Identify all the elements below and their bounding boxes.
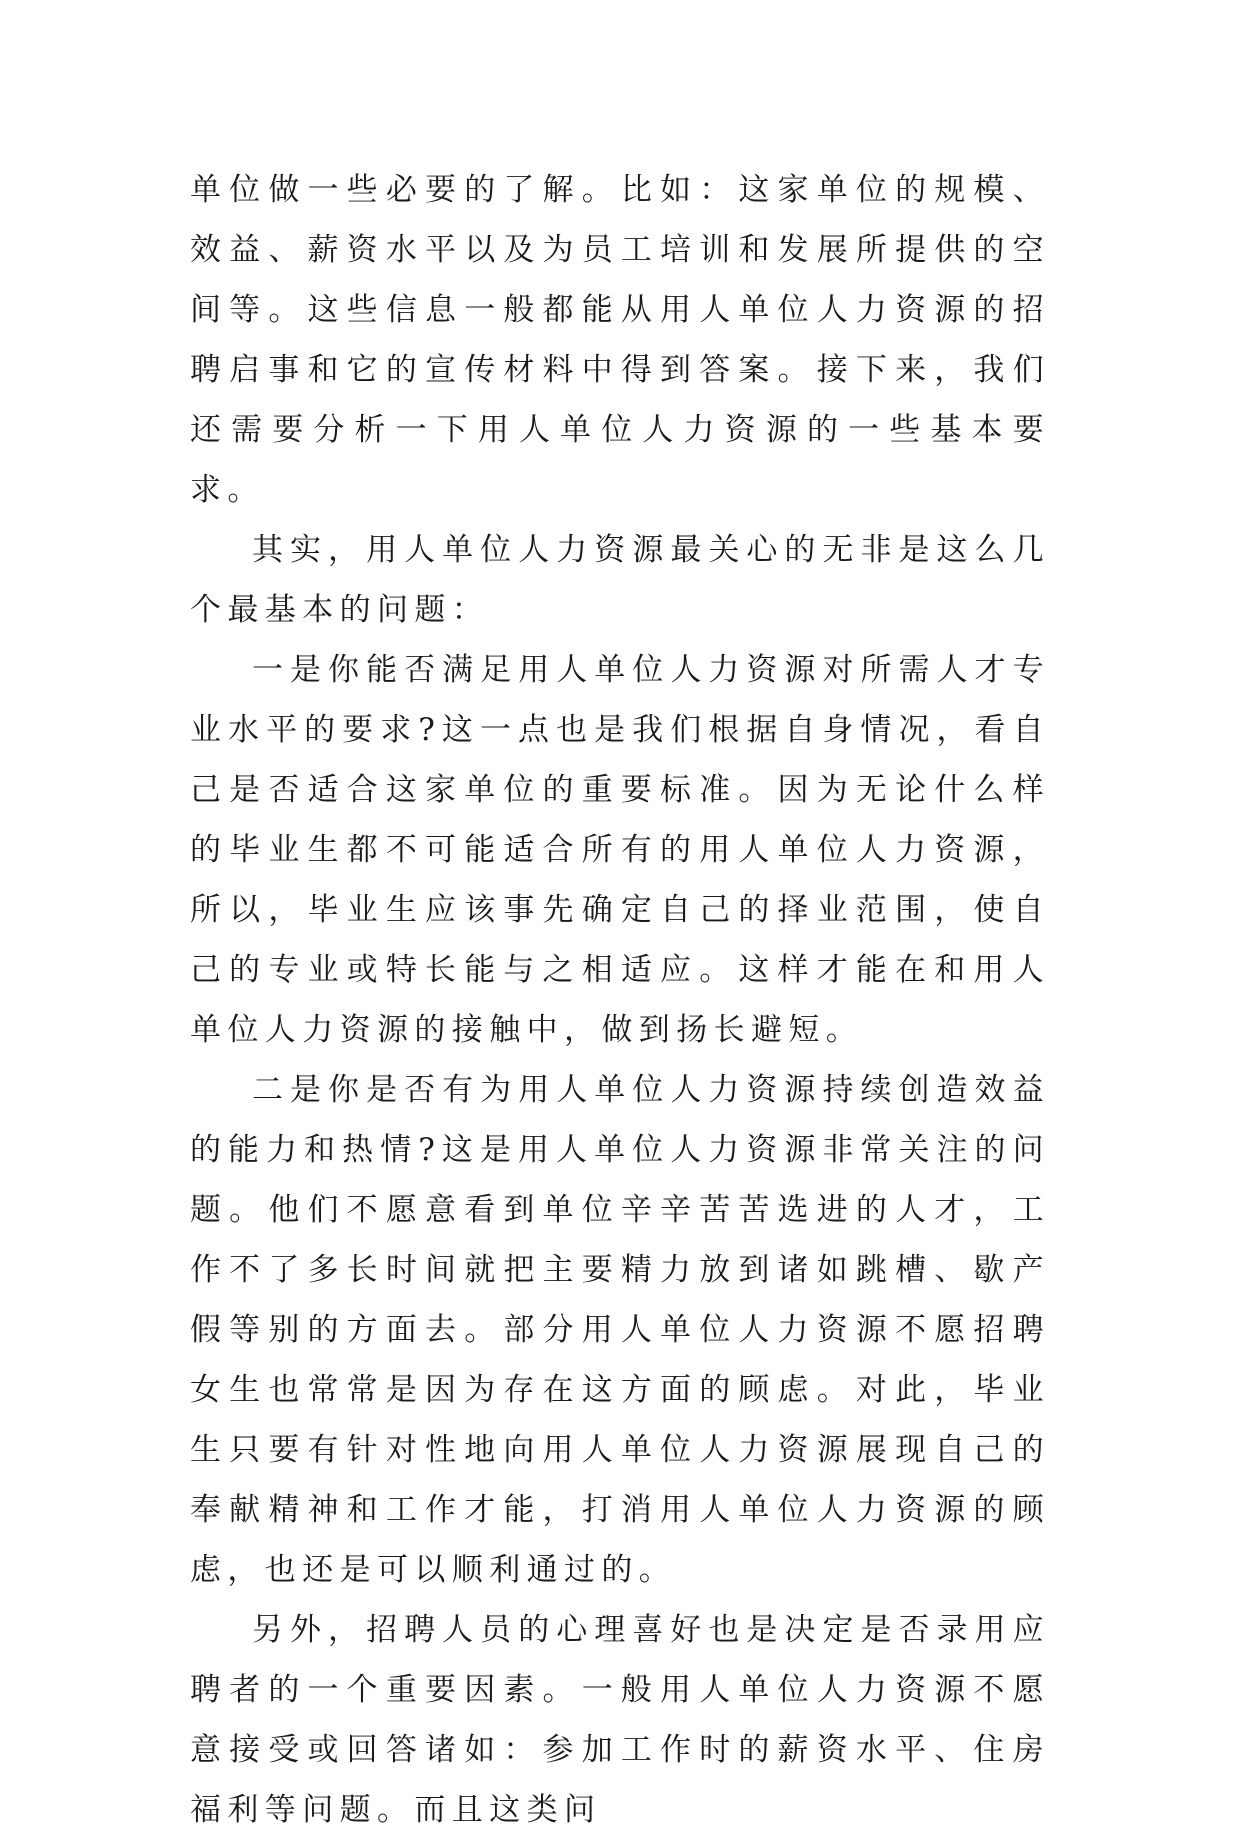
paragraph-recruiter-preference: 另外，招聘人员的心理喜好也是决定是否录用应聘者的一个重要因素。一般用人单位人力资源不愿意接受或回答诸如：参加工作时的薪资水平、住房福利等问题。而且这类问 (190, 1612, 1050, 1828)
document-body (190, 160, 1050, 1840)
paragraph-point-one: 一是你能否满足用人单位人力资源对所需人才专业水平的要求?这一点也是我们根据自身情况，看自己是否适合这家单位的重要标准。因为无论什么样的毕业生都不可能适合所有的用人单位人力资源，所以，毕业生应该事先确定自己的择业范围，使自己的专业或特长能与之相适应。这样才能在和用人单位人力资源的接触中，做到扬长避短。 (190, 652, 1050, 1048)
paragraph-core-concerns: 其实，用人单位人力资源最关心的无非是这么几个最基本的问题： (190, 532, 1050, 628)
paragraph-continuation: 单位做一些必要的了解。比如：这家单位的规模、效益、薪资水平以及为员工培训和发展所提供的空间等。这些信息一般都能从用人单位人力资源的招聘启事和它的宣传材料中得到答案。接下来，我们还需要分析一下用人单位人力资源的一些基本要求。 (190, 172, 1050, 508)
paragraph-point-two: 二是你是否有为用人单位人力资源持续创造效益的能力和热情?这是用人单位人力资源非常关注的问题。他们不愿意看到单位辛辛苦苦选进的人才，工作不了多长时间就把主要精力放到诸如跳槽、歇产假等别的方面去。部分用人单位人力资源不愿招聘女生也常常是因为存在这方面的顾虑。对此，毕业生只要有针对性地向用人单位人力资源展现自己的奉献精神和工作才能，打消用人单位人力资源的顾虑，也还是可以顺利通过的。 (190, 1072, 1050, 1588)
